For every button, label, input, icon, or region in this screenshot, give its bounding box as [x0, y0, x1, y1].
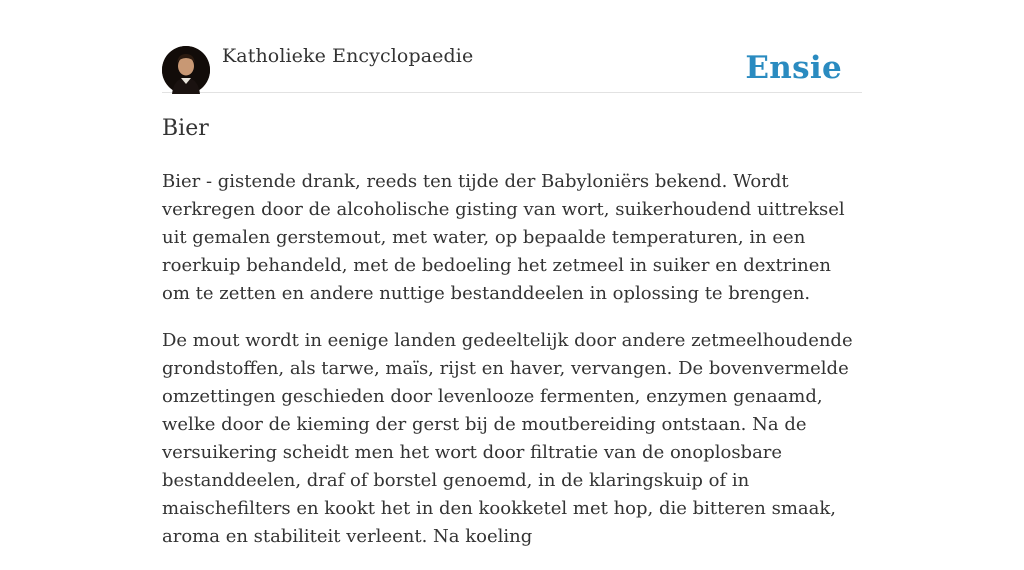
avatar[interactable]	[162, 46, 210, 94]
article-paragraph: De mout wordt in eenige landen gedeeltelijk door andere zetmeelhoudende grondstoffen, als tarwe, maïs, rijst en haver, vervangen. De bovenvermelde omzettingen geschieden door levenlooze fermenten, enzymen genaamd, welke door de kieming der gerst bij de moutbereiding ontstaan. Na de versuikering scheidt men het wort door filtratie van de onoplosbare bestanddeelen, draf of borstel genoemd, in de klaringskuip of in maischefilters en kookt het in den kookketel met hop, die bitteren smaak, aroma en stabiliteit verleent. Na koeling	[162, 330, 853, 547]
site-name[interactable]: Katholieke Encyclopaedie	[222, 45, 474, 67]
article-title: Bier	[162, 116, 209, 141]
site-header	[162, 0, 862, 93]
brand-logo[interactable]: Ensie	[745, 50, 842, 86]
portrait-icon	[162, 46, 210, 94]
article-body	[162, 168, 862, 570]
article-paragraph: Bier - gistende drank, reeds ten tijde der Babyloniërs bekend. Wordt verkregen door de alcoholische gisting van wort, suikerhoudend uittreksel uit gemalen gerstemout, met water, op bepaalde temperaturen, in een roerkuip behandeld, met de bedoeling het zetmeel in suiker en dextrinen om te zetten en andere nuttige bestanddeelen in oplossing te brengen.	[162, 171, 845, 304]
page-container	[162, 0, 862, 547]
